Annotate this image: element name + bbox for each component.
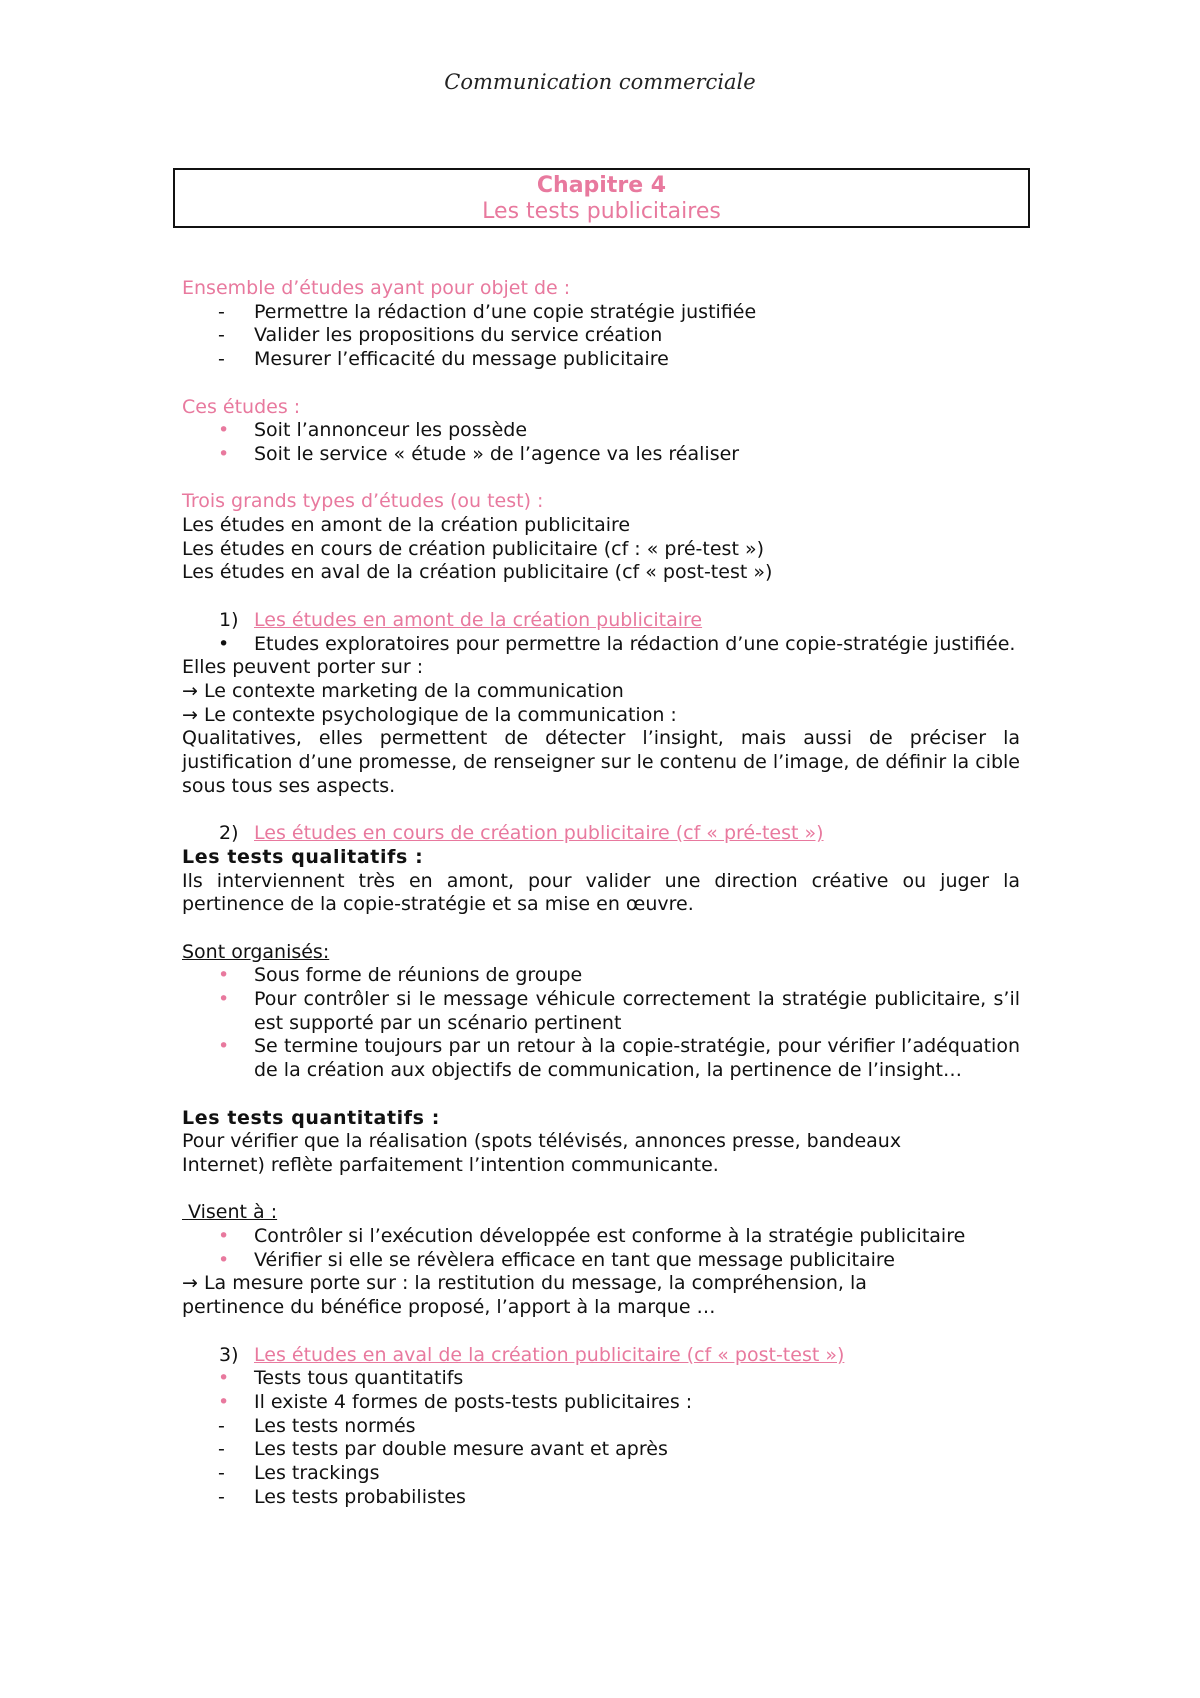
section-number: 2) <box>219 822 239 845</box>
document-body <box>182 277 1020 1509</box>
list-item: • Etudes exploratoires pour permettre la rédaction d’une copie-stratégie justifiée. <box>218 632 1016 655</box>
quant-heading: Les tests quantitatifs : <box>182 1106 440 1129</box>
dash-icon: - <box>218 1462 225 1485</box>
list-item: • Vérifier si elle se révèlera efficace en tant que message publicitaire <box>218 1248 895 1271</box>
bullet-icon: • <box>218 1225 230 1248</box>
running-header: Communication commerciale <box>444 70 756 94</box>
dash-icon: - <box>218 300 225 323</box>
bullet-icon: • <box>218 988 230 1011</box>
list-item: • Sous forme de réunions de groupe <box>218 964 583 987</box>
type-line: Les études en amont de la création publicitaire <box>182 514 631 536</box>
list-item: • Soit l’annonceur les possède <box>218 419 528 442</box>
etudes-heading: Ces études : <box>182 395 301 418</box>
list-item: - Les tests par double mesure avant et après <box>218 1438 668 1461</box>
intro-heading: Ensemble d’études ayant pour objet de : <box>182 277 571 299</box>
list-item: - Les tests normés <box>218 1414 416 1437</box>
quant-paragraph: Pour vérifier que la réalisation (spots télévisés, annonces presse, bandeaux Internet) reflète parfaitement l’intention communicante. <box>182 1130 902 1176</box>
chapter-title: Les tests publicitaires <box>482 199 721 224</box>
list-item: • Soit le service « étude » de l’agence va les réaliser <box>218 442 740 465</box>
arrow-line: → Le contexte marketing de la communication <box>182 679 624 702</box>
bullet-icon: • <box>218 442 230 465</box>
qual-heading: Les tests qualitatifs : <box>182 845 424 868</box>
bullet-icon: • <box>218 632 230 655</box>
section-number: 3) <box>219 1343 239 1366</box>
bullet-icon: • <box>218 964 230 987</box>
list-item: • Contrôler si l’exécution développée est conforme à la stratégie publicitaire <box>218 1225 966 1248</box>
visent-label: Visent à : <box>188 1201 278 1224</box>
list-item: • Se termine toujours par un retour à la copie-stratégie, pour vérifier l’adéquation de la création aux objectifs de communication, la pertinence de l’insight… <box>218 1035 1020 1082</box>
bullet-icon: • <box>218 1035 230 1058</box>
list-item: - Les tests probabilistes <box>218 1485 466 1508</box>
bullet-icon: • <box>218 1367 230 1390</box>
list-item: - Valider les propositions du service création <box>218 324 663 347</box>
organised-label: Sont organisés: <box>182 940 330 963</box>
arrow-icon: → <box>182 703 204 726</box>
bullet-icon: • <box>218 419 230 442</box>
arrow-line: → La mesure porte sur : la restitution du message, la compréhension, la pertinence du bénéfice proposé, l’apport à la marque … <box>182 1272 867 1319</box>
list-item: • Tests tous quantitatifs <box>218 1367 464 1390</box>
arrow-icon: → <box>182 679 204 702</box>
arrow-line: → Le contexte psychologique de la communication : <box>182 703 677 726</box>
type-line: Les études en cours de création publicitaire (cf : « pré-test ») <box>182 537 764 560</box>
section3-heading: 3) Les études en aval de la création publicitaire (cf « post-test ») <box>219 1343 845 1366</box>
section1-intro: Elles peuvent porter sur : <box>182 656 424 679</box>
qual-paragraph: Ils interviennent très en amont, pour valider une direction créative ou juger la pertinence de la copie-stratégie et sa mise en œuvre. <box>182 869 1020 916</box>
dash-icon: - <box>218 348 225 371</box>
dash-icon: - <box>218 1485 225 1508</box>
list-item: - Permettre la rédaction d’une copie stratégie justifiée <box>218 300 757 323</box>
chapter-number: Chapitre 4 <box>536 173 667 198</box>
section1-paragraph: Qualitatives, elles permettent de détecter l’insight, mais aussi de préciser la justification d’une promesse, de renseigner sur le contenu de l’image, de définir la cible sous tous ses aspects. <box>182 727 1020 797</box>
arrow-icon: → <box>182 1272 204 1295</box>
list-item: - Mesurer l’efficacité du message publicitaire <box>218 348 669 371</box>
chapter-title-box <box>173 168 1030 228</box>
list-item: • Il existe 4 formes de posts-tests publicitaires : <box>218 1390 693 1413</box>
type-line: Les études en aval de la création publicitaire (cf « post-test ») <box>182 561 773 584</box>
dash-icon: - <box>218 1438 225 1461</box>
bullet-icon: • <box>218 1248 230 1271</box>
list-item: • Pour contrôler si le message véhicule correctement la stratégie publicitaire, s’il est supporté par un scénario pertinent <box>218 988 1020 1034</box>
section-number: 1) <box>219 608 239 631</box>
dash-icon: - <box>218 1414 225 1437</box>
list-item: - Les trackings <box>218 1462 380 1485</box>
bullet-icon: • <box>218 1390 230 1413</box>
dash-icon: - <box>218 324 225 347</box>
section1-heading: 1) Les études en amont de la création publicitaire <box>219 608 703 631</box>
types-heading: Trois grands types d’études (ou test) : <box>182 490 544 513</box>
section2-heading: 2) Les études en cours de création publicitaire (cf « pré-test ») <box>219 822 824 845</box>
